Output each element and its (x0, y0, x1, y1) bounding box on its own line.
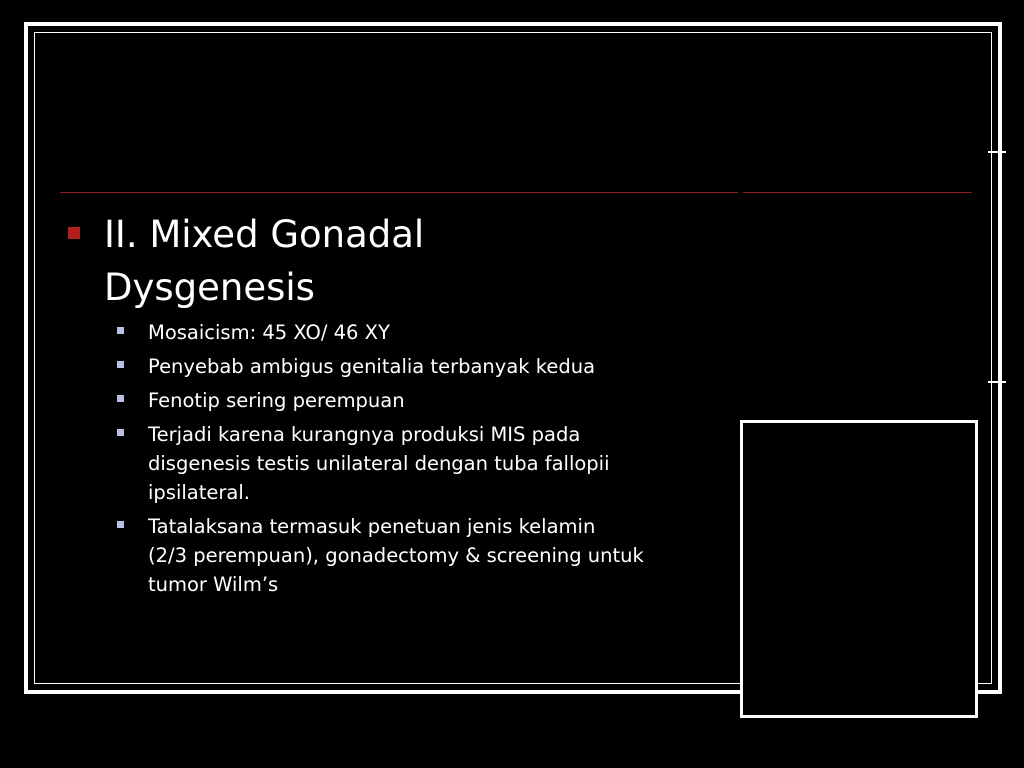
slide-heading: II. Mixed Gonadal Dysgenesis (104, 213, 425, 309)
square-bullet-icon (117, 429, 124, 436)
square-bullet-icon (117, 327, 124, 334)
bullet-text: Mosaicism: 45 XO/ 46 XY (148, 321, 390, 344)
square-bullet-icon (117, 521, 124, 528)
list-item (62, 318, 722, 347)
square-bullet-icon (68, 227, 80, 239)
square-bullet-icon (117, 361, 124, 368)
bullet-text: Tatalaksana termasuk penetuan jenis kelamin (2/3 perempuan), gonadectomy & screening untuk tumor Wilm’s (148, 515, 644, 596)
slide-content (62, 208, 722, 604)
list-item (62, 386, 722, 415)
divider-gap (738, 190, 743, 195)
list-item (62, 420, 722, 507)
bullet-text: Fenotip sering perempuan (148, 389, 405, 412)
bullet-text: Terjadi karena kurangnya produksi MIS pada disgenesis testis unilateral dengan tuba fallopii ipsilateral. (148, 423, 610, 504)
main-bullet-item (62, 208, 722, 314)
frame-tick-mark-upper (988, 151, 1006, 153)
title-divider-line (60, 192, 972, 193)
bullet-text: Penyebab ambigus genitalia terbanyak kedua (148, 355, 596, 378)
frame-tick-mark-lower (988, 381, 1006, 383)
list-item (62, 512, 722, 599)
image-placeholder-frame (740, 420, 978, 718)
list-item (62, 352, 722, 381)
square-bullet-icon (117, 395, 124, 402)
sub-bullet-list (62, 318, 722, 599)
